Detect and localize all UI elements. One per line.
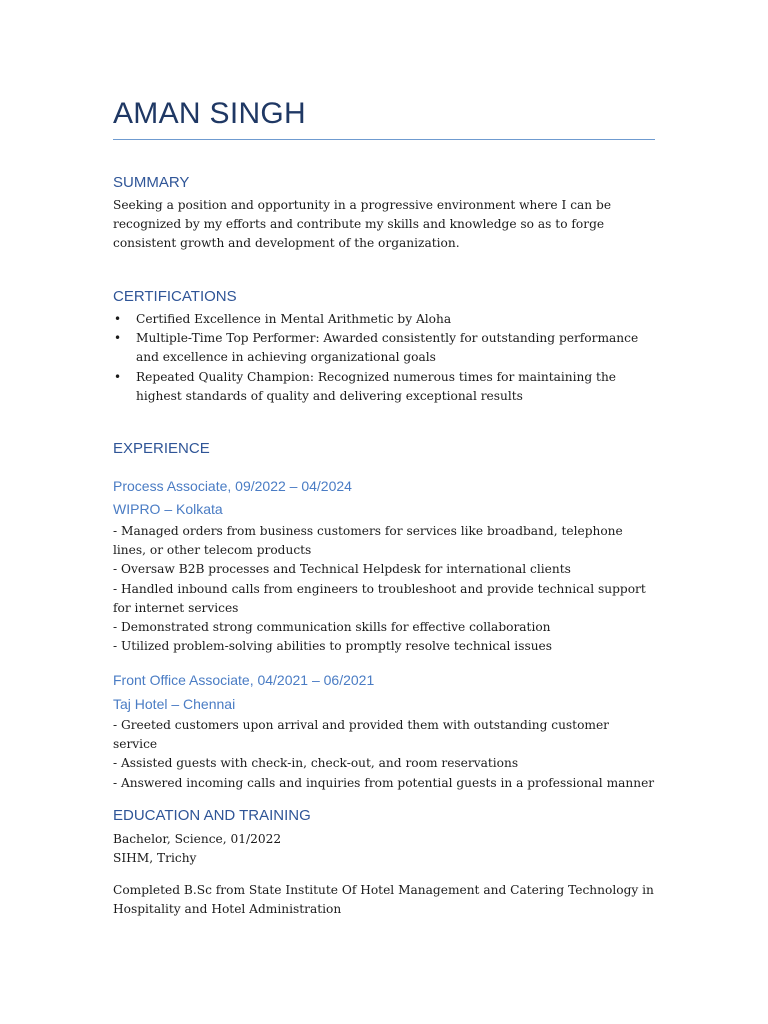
job-company: Taj Hotel – Chennai <box>113 696 236 712</box>
experience-heading: EXPERIENCE <box>113 440 210 457</box>
list-item: - Utilized problem-solving abilities to promptly resolve technical issues <box>113 639 553 654</box>
bullet-icon: • <box>114 369 122 384</box>
list-item: - Demonstrated strong communication skills for effective collaboration <box>113 620 551 635</box>
education-description: Completed B.Sc from State Institute Of Hotel Management and Catering Technology in Hospitality and Hotel Administration <box>113 883 654 917</box>
summary-heading: SUMMARY <box>113 174 190 191</box>
list-item <box>113 368 655 406</box>
certification-text: Multiple-Time Top Performer: Awarded consistently for outstanding performance and excellence in achieving organizational goals <box>136 331 639 365</box>
job-title: Front Office Associate, 04/2021 – 06/2021 <box>113 672 375 688</box>
job-title: Process Associate, 09/2022 – 04/2024 <box>113 478 352 494</box>
list-item: - Greeted customers upon arrival and provided them with outstanding customer service <box>113 718 610 752</box>
certification-text: Repeated Quality Champion: Recognized numerous times for maintaining the highest standards of quality and delivering exceptional results <box>136 369 617 403</box>
job-duties <box>113 716 655 793</box>
bullet-icon: • <box>114 312 122 326</box>
list-item: - Oversaw B2B processes and Technical Helpdesk for international clients <box>113 562 571 577</box>
list-item <box>113 329 655 367</box>
education-degree: Bachelor, Science, 01/2022 <box>113 832 282 846</box>
certifications-heading: CERTIFICATIONS <box>113 288 237 305</box>
name-divider <box>113 139 655 140</box>
education-heading: EDUCATION AND TRAINING <box>113 807 311 824</box>
list-item: - Answered incoming calls and inquiries from potential guests in a professional manner <box>113 775 655 790</box>
list-item <box>113 310 655 329</box>
education-institution: SIHM, Trichy <box>113 851 197 865</box>
list-item: - Managed orders from business customers for services like broadband, telephone lines, or other telecom products <box>113 524 623 558</box>
bullet-icon: • <box>114 331 122 346</box>
list-item: - Assisted guests with check-in, check-out, and room reservations <box>113 756 519 771</box>
list-item: - Handled inbound calls from engineers to troubleshoot and provide technical support for internet services <box>113 581 646 615</box>
certification-text: Certified Excellence in Mental Arithmetic by Aloha <box>136 312 452 326</box>
job-company: WIPRO – Kolkata <box>113 501 223 517</box>
summary-text: Seeking a position and opportunity in a progressive environment where I can be recognized by my efforts and contribute my skills and knowledge so as to forge consistent growth and development of the organization. <box>113 198 612 251</box>
certifications-list <box>113 310 655 406</box>
job-duties <box>113 522 655 656</box>
candidate-name: AMAN SINGH <box>113 97 307 130</box>
